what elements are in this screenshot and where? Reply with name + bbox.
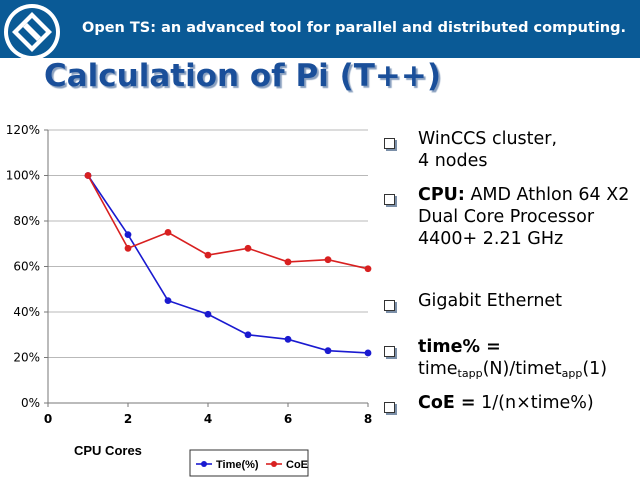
page-title: Calculation of Pi (T++): [44, 58, 442, 94]
legend-marker: [271, 461, 277, 467]
logo-icon: [2, 2, 62, 62]
y-tick-label: 40%: [13, 305, 40, 319]
bullet-cpu: CPU: AMD Athlon 64 X2 Dual Core Processor 4400+ 2.21 GHz: [384, 184, 634, 250]
data-point-coe: [325, 256, 332, 263]
data-point-time: [365, 350, 372, 357]
x-axis-label: CPU Cores: [74, 443, 142, 458]
y-tick-label: 120%: [5, 123, 40, 137]
bullet-coe-formula: CoE = 1/(n×time%): [384, 392, 634, 414]
series-line-time: [88, 176, 368, 353]
x-tick-label: 6: [283, 412, 293, 426]
bullet-box-icon: [384, 346, 395, 357]
series-line-coe: [88, 176, 368, 269]
data-point-time: [165, 297, 172, 304]
data-point-coe: [365, 265, 372, 272]
data-point-coe: [245, 245, 252, 252]
data-point-time: [245, 331, 252, 338]
legend-label: CoE: [286, 459, 308, 471]
data-point-time: [325, 347, 332, 354]
bullet-box-icon: [384, 138, 395, 149]
y-tick-label: 60%: [13, 259, 40, 274]
bullet-network: Gigabit Ethernet: [384, 290, 634, 312]
legend-label: Time(%): [216, 459, 259, 471]
y-tick-label: 100%: [5, 168, 40, 183]
data-point-coe: [285, 259, 292, 266]
data-point-coe: [85, 172, 92, 179]
data-point-coe: [125, 245, 132, 252]
x-tick-label: 0: [43, 412, 53, 426]
data-point-time: [125, 231, 132, 238]
y-tick-label: 20%: [13, 350, 40, 365]
bullet-time-formula: time% = time$_{tapp}$(N)/timet$_{app}$(1): [384, 336, 634, 380]
y-tick-label: 0%: [20, 396, 40, 410]
x-tick-label: 4: [203, 412, 213, 426]
header-text: Open TS: an advanced tool for parallel and distributed computing.: [82, 20, 627, 36]
data-point-time: [285, 336, 292, 343]
line-chart: [0, 115, 384, 480]
legend-marker: [201, 461, 207, 467]
x-tick-label: 2: [123, 412, 133, 426]
bullet-box-icon: [384, 402, 395, 413]
data-point-time: [205, 311, 212, 318]
x-tick-label: 8: [363, 412, 373, 426]
bullet-box-icon: [384, 300, 395, 311]
data-point-coe: [165, 229, 172, 236]
data-point-coe: [205, 252, 212, 259]
bullet-box-icon: [384, 194, 395, 205]
chart-legend: [190, 450, 308, 476]
y-tick-label: 80%: [13, 214, 40, 228]
bullet-cluster: WinCCS cluster, 4 nodes: [384, 128, 634, 172]
